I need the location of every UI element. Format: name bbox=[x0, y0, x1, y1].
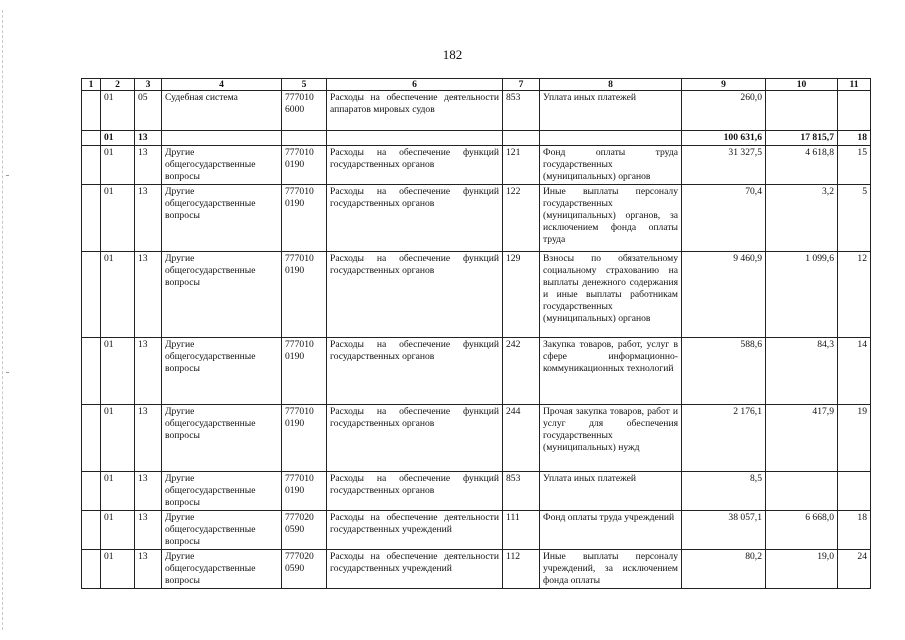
row-number-cell bbox=[82, 252, 101, 338]
expense-type-name-cell: Взносы по обязательному социальному страхованию на выплаты денежного содержания и иные выплаты работникам государственных (муниципальных) органов bbox=[540, 252, 682, 338]
subsection-name-cell: Другие общегосударственные вопросы bbox=[162, 146, 282, 185]
target-article-cell: 777010 0190 bbox=[282, 338, 327, 405]
expense-type-name-cell: Уплата иных платежей bbox=[540, 91, 682, 131]
scan-edge-marks bbox=[2, 10, 5, 630]
table-row bbox=[82, 511, 871, 550]
row-number-cell bbox=[82, 91, 101, 131]
table-row bbox=[82, 91, 871, 131]
subsection-cell: 13 bbox=[135, 338, 162, 405]
table-row bbox=[82, 472, 871, 511]
header-cell: 7 bbox=[503, 79, 540, 91]
target-article-cell: 777020 0590 bbox=[282, 550, 327, 589]
section-cell: 01 bbox=[101, 91, 135, 131]
expense-type-cell: 112 bbox=[503, 550, 540, 589]
target-article-cell: 777020 0590 bbox=[282, 511, 327, 550]
row-number-cell bbox=[82, 550, 101, 589]
percent-cell: 15 bbox=[838, 146, 871, 185]
subsection-cell: 13 bbox=[135, 550, 162, 589]
row-number-cell bbox=[82, 511, 101, 550]
header-cell: 10 bbox=[766, 79, 838, 91]
percent-cell: 18 bbox=[838, 511, 871, 550]
subsection-cell: 13 bbox=[135, 146, 162, 185]
table-row bbox=[82, 405, 871, 472]
expense-type-name-cell: Иные выплаты персоналу учреждений, за исключением фонда оплаты bbox=[540, 550, 682, 589]
section-cell: 01 bbox=[101, 338, 135, 405]
section-cell: 01 bbox=[101, 146, 135, 185]
scan-speck bbox=[6, 372, 9, 373]
amount-cell: 2 176,1 bbox=[682, 405, 766, 472]
table-header bbox=[82, 79, 871, 91]
row-number-cell bbox=[82, 185, 101, 252]
amount-cell: 100 631,6 bbox=[682, 131, 766, 146]
section-cell: 01 bbox=[101, 185, 135, 252]
header-cell: 4 bbox=[162, 79, 282, 91]
row-number-cell bbox=[82, 472, 101, 511]
budget-table bbox=[81, 78, 871, 589]
expense-type-cell: 129 bbox=[503, 252, 540, 338]
expense-purpose-cell: Расходы на обеспечение деятельности государственных учреждений bbox=[327, 550, 503, 589]
header-cell: 2 bbox=[101, 79, 135, 91]
expense-type-cell: 244 bbox=[503, 405, 540, 472]
section-cell: 01 bbox=[101, 252, 135, 338]
executed-cell: 84,3 bbox=[766, 338, 838, 405]
subsection-name-cell: Другие общегосударственные вопросы bbox=[162, 550, 282, 589]
subsection-name-cell: Другие общегосударственные вопросы bbox=[162, 405, 282, 472]
section-cell: 01 bbox=[101, 511, 135, 550]
subsection-cell: 05 bbox=[135, 91, 162, 131]
table-row bbox=[82, 338, 871, 405]
percent-cell: 12 bbox=[838, 252, 871, 338]
amount-cell: 588,6 bbox=[682, 338, 766, 405]
subsection-cell: 13 bbox=[135, 405, 162, 472]
target-article-cell bbox=[282, 131, 327, 146]
percent-cell: 18 bbox=[838, 131, 871, 146]
header-row bbox=[82, 79, 871, 91]
percent-cell: 5 bbox=[838, 185, 871, 252]
table-body bbox=[82, 91, 871, 589]
expense-type-cell: 242 bbox=[503, 338, 540, 405]
expense-purpose-cell: Расходы на обеспечение функций государственных органов bbox=[327, 185, 503, 252]
header-cell: 5 bbox=[282, 79, 327, 91]
table-row bbox=[82, 185, 871, 252]
subsection-cell: 13 bbox=[135, 511, 162, 550]
expense-type-cell: 122 bbox=[503, 185, 540, 252]
row-number-cell bbox=[82, 338, 101, 405]
expense-purpose-cell bbox=[327, 131, 503, 146]
subsection-name-cell: Другие общегосударственные вопросы bbox=[162, 185, 282, 252]
expense-type-name-cell: Прочая закупка товаров, работ и услуг для обеспечения государственных (муниципальных) нужд bbox=[540, 405, 682, 472]
header-cell: 6 bbox=[327, 79, 503, 91]
expense-type-name-cell: Фонд оплаты труда государственных (муниципальных) органов bbox=[540, 146, 682, 185]
target-article-cell: 777010 0190 bbox=[282, 405, 327, 472]
subsection-name-cell: Другие общегосударственные вопросы bbox=[162, 472, 282, 511]
expense-type-name-cell: Закупка товаров, работ, услуг в сфере информационно-коммуникационных технологий bbox=[540, 338, 682, 405]
subsection-name-cell bbox=[162, 131, 282, 146]
table-row bbox=[82, 146, 871, 185]
row-number-cell bbox=[82, 131, 101, 146]
header-cell: 1 bbox=[82, 79, 101, 91]
percent-cell bbox=[838, 472, 871, 511]
subsection-cell: 13 bbox=[135, 252, 162, 338]
amount-cell: 31 327,5 bbox=[682, 146, 766, 185]
expense-type-name-cell: Фонд оплаты труда учреждений bbox=[540, 511, 682, 550]
expense-purpose-cell: Расходы на обеспечение функций государственных органов bbox=[327, 252, 503, 338]
target-article-cell: 777010 6000 bbox=[282, 91, 327, 131]
executed-cell bbox=[766, 91, 838, 131]
expense-type-cell: 111 bbox=[503, 511, 540, 550]
subsection-name-cell: Другие общегосударственные вопросы bbox=[162, 511, 282, 550]
subsection-cell: 13 bbox=[135, 131, 162, 146]
section-cell: 01 bbox=[101, 550, 135, 589]
section-cell: 01 bbox=[101, 472, 135, 511]
subsection-name-cell: Другие общегосударственные вопросы bbox=[162, 252, 282, 338]
amount-cell: 80,2 bbox=[682, 550, 766, 589]
header-cell: 8 bbox=[540, 79, 682, 91]
expense-purpose-cell: Расходы на обеспечение деятельности государственных учреждений bbox=[327, 511, 503, 550]
executed-cell: 4 618,8 bbox=[766, 146, 838, 185]
executed-cell: 19,0 bbox=[766, 550, 838, 589]
subsection-name-cell: Другие общегосударственные вопросы bbox=[162, 338, 282, 405]
table-row-total bbox=[82, 131, 871, 146]
page-number: 182 bbox=[442, 47, 463, 62]
expense-purpose-cell: Расходы на обеспечение функций государственных органов bbox=[327, 146, 503, 185]
expense-type-name-cell: Иные выплаты персоналу государственных (муниципальных) органов, за исключением фонда оплаты труда bbox=[540, 185, 682, 252]
expense-type-cell: 121 bbox=[503, 146, 540, 185]
row-number-cell bbox=[82, 146, 101, 185]
expense-purpose-cell: Расходы на обеспечение функций государственных органов bbox=[327, 472, 503, 511]
percent-cell bbox=[838, 91, 871, 131]
expense-type-cell: 853 bbox=[503, 91, 540, 131]
target-article-cell: 777010 0190 bbox=[282, 252, 327, 338]
section-cell: 01 bbox=[101, 405, 135, 472]
row-number-cell bbox=[82, 405, 101, 472]
amount-cell: 260,0 bbox=[682, 91, 766, 131]
section-cell: 01 bbox=[101, 131, 135, 146]
table-row bbox=[82, 550, 871, 589]
header-cell: 3 bbox=[135, 79, 162, 91]
expense-type-name-cell bbox=[540, 131, 682, 146]
amount-cell: 70,4 bbox=[682, 185, 766, 252]
percent-cell: 24 bbox=[838, 550, 871, 589]
subsection-cell: 13 bbox=[135, 185, 162, 252]
executed-cell: 17 815,7 bbox=[766, 131, 838, 146]
amount-cell: 8,5 bbox=[682, 472, 766, 511]
subsection-name-cell: Судебная система bbox=[162, 91, 282, 131]
expense-type-cell: 853 bbox=[503, 472, 540, 511]
expense-type-name-cell: Уплата иных платежей bbox=[540, 472, 682, 511]
scan-speck bbox=[6, 175, 9, 176]
amount-cell: 9 460,9 bbox=[682, 252, 766, 338]
executed-cell bbox=[766, 472, 838, 511]
target-article-cell: 777010 0190 bbox=[282, 472, 327, 511]
expense-purpose-cell: Расходы на обеспечение функций государственных органов bbox=[327, 405, 503, 472]
table-row bbox=[82, 252, 871, 338]
expense-type-cell bbox=[503, 131, 540, 146]
target-article-cell: 777010 0190 bbox=[282, 185, 327, 252]
executed-cell: 1 099,6 bbox=[766, 252, 838, 338]
amount-cell: 38 057,1 bbox=[682, 511, 766, 550]
header-cell: 11 bbox=[838, 79, 871, 91]
expense-purpose-cell: Расходы на обеспечение функций государственных органов bbox=[327, 338, 503, 405]
expense-purpose-cell: Расходы на обеспечение деятельности аппаратов мировых судов bbox=[327, 91, 503, 131]
target-article-cell: 777010 0190 bbox=[282, 146, 327, 185]
subsection-cell: 13 bbox=[135, 472, 162, 511]
executed-cell: 417,9 bbox=[766, 405, 838, 472]
executed-cell: 6 668,0 bbox=[766, 511, 838, 550]
percent-cell: 14 bbox=[838, 338, 871, 405]
percent-cell: 19 bbox=[838, 405, 871, 472]
header-cell: 9 bbox=[682, 79, 766, 91]
executed-cell: 3,2 bbox=[766, 185, 838, 252]
